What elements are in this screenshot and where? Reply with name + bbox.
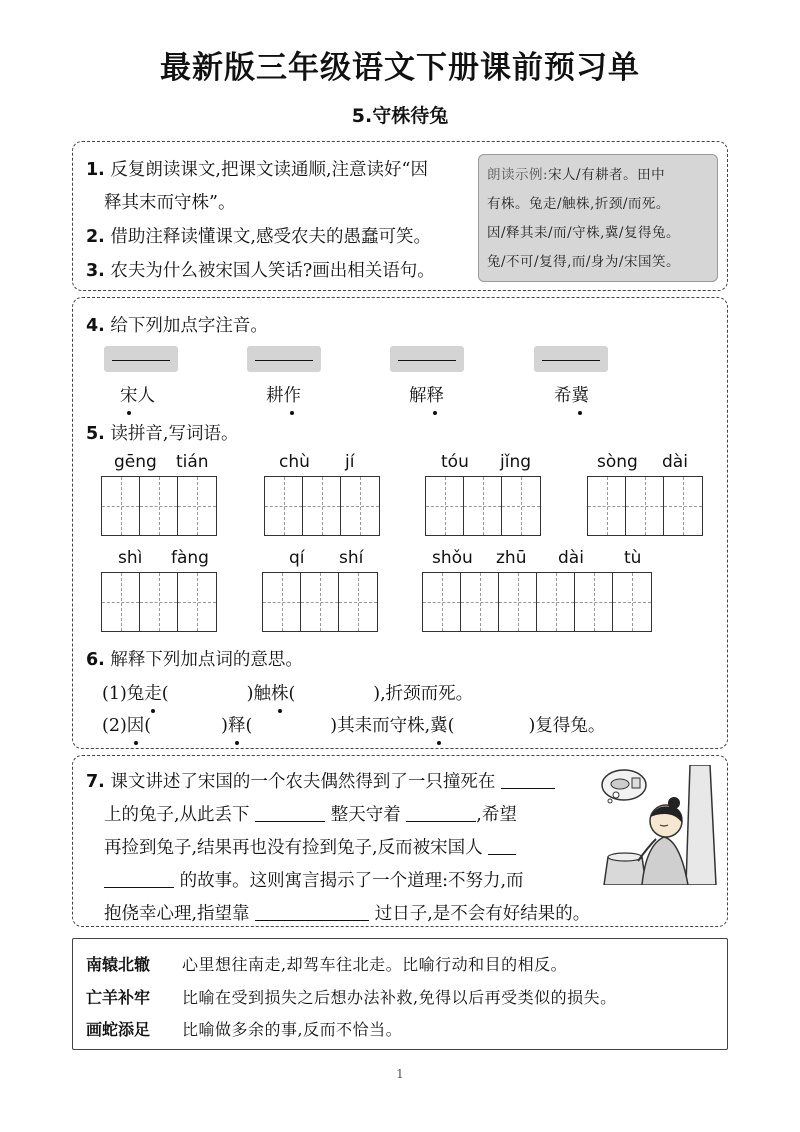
fill-blank-2[interactable] xyxy=(255,804,325,822)
farmer-waiting-illustration-icon xyxy=(598,765,718,885)
question-7-line-5: 抱侥幸心理,指望靠 过日子,是不会有好结果的。 xyxy=(104,904,591,924)
grid-cell[interactable] xyxy=(613,573,651,631)
writing-grid-songdai[interactable] xyxy=(587,476,703,536)
grid-cell[interactable] xyxy=(303,477,341,535)
pinyin-blank-4[interactable] xyxy=(534,346,608,372)
writing-grid-toujing[interactable] xyxy=(425,476,541,536)
grid-cell[interactable] xyxy=(102,573,140,631)
question-7-line-3: 再捡到兔子,结果再也没有捡到兔子,反而被宋国人 xyxy=(104,834,516,859)
pinyin-tian: tián xyxy=(176,452,209,472)
pinyin-geng: gēng xyxy=(114,452,157,472)
grid-cell[interactable] xyxy=(339,573,377,631)
pinyin-shi-2: shí xyxy=(339,548,364,568)
word-gengzuo: 耕作 xyxy=(266,382,301,407)
pinyin-blank-2[interactable] xyxy=(247,346,321,372)
pinyin-chu: chù xyxy=(279,452,310,472)
fill-blank-4-continued[interactable] xyxy=(104,870,174,888)
grid-cell[interactable] xyxy=(178,477,216,535)
question-6-part-1: (1)兔走( )触株( ),折颈而死。 xyxy=(102,680,473,705)
question-7-line-2: 上的兔子,从此丢下 整天守着 ,希望 xyxy=(104,805,517,825)
grid-cell[interactable] xyxy=(423,573,461,631)
question-2: 2. 借助注释读懂课文,感受农夫的愚蠢可笑。 xyxy=(86,227,431,247)
fill-blank-3[interactable] xyxy=(406,804,476,822)
lesson-title: 5.守株待兔 xyxy=(351,105,449,127)
question-6: 6. 解释下列加点词的意思。 xyxy=(86,650,303,670)
writing-grid-gengtian[interactable] xyxy=(101,476,217,536)
pinyin-dai: dài xyxy=(662,452,688,472)
page-title: 最新版三年级语文下册课前预习单 xyxy=(160,50,640,86)
question-3: 3. 农夫为什么被宋国人笑话?画出相关语句。 xyxy=(86,261,435,281)
pinyin-blank-1[interactable] xyxy=(104,346,178,372)
reading-sample-line-3: 因/释其耒/而/守株,冀/复得兔。 xyxy=(487,225,680,241)
grid-cell[interactable] xyxy=(502,477,540,535)
question-5: 5. 读拼音,写词语。 xyxy=(86,424,239,444)
question-1-line-2: 释其末而守株”。 xyxy=(104,193,236,213)
writing-grid-shifang[interactable] xyxy=(101,572,217,632)
grid-cell[interactable] xyxy=(461,573,499,631)
idiom-name-2: 亡羊补牢 xyxy=(86,988,151,1007)
question-7-line-4: 的故事。这则寓言揭示了一个道理:不努力,而 xyxy=(104,867,524,892)
idiom-definition-2: 比喻在受到损失之后想办法补救,免得以后再受类似的损失。 xyxy=(182,988,617,1007)
grid-cell[interactable] xyxy=(178,573,216,631)
reading-sample xyxy=(478,154,718,282)
grid-cell[interactable] xyxy=(140,573,178,631)
pinyin-zhu: zhū xyxy=(496,548,527,568)
writing-grid-qishi[interactable] xyxy=(262,572,378,632)
grid-cell[interactable] xyxy=(301,573,339,631)
idiom-definition-3: 比喻做多余的事,反而不恰当。 xyxy=(182,1020,403,1039)
pinyin-shou: shǒu xyxy=(432,548,473,568)
grid-cell[interactable] xyxy=(537,573,575,631)
pinyin-qi: qí xyxy=(289,548,305,568)
pinyin-dai-2: dài xyxy=(558,548,584,568)
grid-cell[interactable] xyxy=(588,477,626,535)
fill-blank-1[interactable] xyxy=(501,771,555,789)
pinyin-song: sòng xyxy=(597,452,638,472)
question-6-part-2: (2)因( )释( )其耒而守株,冀( )复得兔。 xyxy=(102,712,605,737)
idiom-definition-1: 心里想往南走,却驾车往北走。比喻行动和目的相反。 xyxy=(182,955,568,974)
grid-cell[interactable] xyxy=(102,477,140,535)
fill-blank-5[interactable] xyxy=(255,903,369,921)
grid-cell[interactable] xyxy=(664,477,702,535)
grid-cell[interactable] xyxy=(265,477,303,535)
pinyin-tu: tù xyxy=(624,548,642,568)
fill-blank-4[interactable] xyxy=(488,837,516,855)
pinyin-fang: fàng xyxy=(171,548,209,568)
writing-grid-chuji[interactable] xyxy=(264,476,380,536)
grid-cell[interactable] xyxy=(140,477,178,535)
grid-cell[interactable] xyxy=(263,573,301,631)
grid-cell[interactable] xyxy=(499,573,537,631)
pinyin-jing: jǐng xyxy=(500,452,532,472)
pinyin-tou: tóu xyxy=(441,452,469,472)
question-4: 4. 给下列加点字注音。 xyxy=(86,316,268,336)
idiom-name-3: 画蛇添足 xyxy=(86,1020,151,1039)
pinyin-blank-3[interactable] xyxy=(390,346,464,372)
word-songren: 宋人 xyxy=(120,382,155,407)
reading-sample-line-1: 朗读示例:宋人/有耕者。田中 xyxy=(487,167,666,183)
grid-cell[interactable] xyxy=(464,477,502,535)
idiom-name-1: 南辕北辙 xyxy=(86,955,151,974)
grid-cell[interactable] xyxy=(426,477,464,535)
page-number: 1 xyxy=(396,1067,404,1081)
pinyin-shi: shì xyxy=(118,548,143,568)
word-jieshi: 解释 xyxy=(409,382,444,407)
word-xiji: 希冀 xyxy=(554,382,589,407)
reading-sample-line-2: 有株。兔走/触株,折颈/而死。 xyxy=(487,196,670,212)
writing-grid-shouzhudaitu[interactable] xyxy=(422,572,652,632)
reading-sample-line-4: 兔/不可/复得,而/身为/宋国笑。 xyxy=(487,254,680,270)
question-1-line-1: 1. 反复朗读课文,把课文读通顺,注意读好“因 xyxy=(86,160,428,180)
pinyin-ji: jí xyxy=(345,452,355,472)
grid-cell[interactable] xyxy=(575,573,613,631)
grid-cell[interactable] xyxy=(341,477,379,535)
grid-cell[interactable] xyxy=(626,477,664,535)
question-7-line-1: 7. 课文讲述了宋国的一个农夫偶然得到了一只撞死在 xyxy=(86,768,555,793)
